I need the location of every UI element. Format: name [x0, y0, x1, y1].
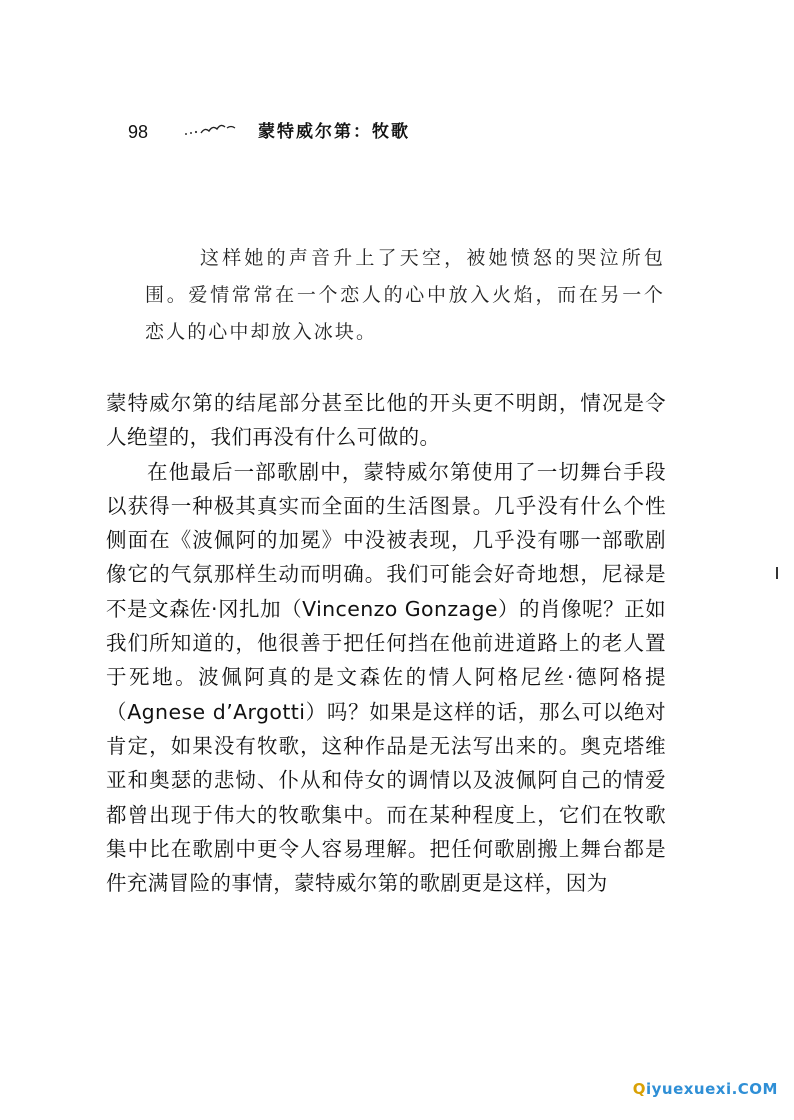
page-number: 98 — [128, 122, 149, 142]
watermark-lead: Q — [632, 1080, 646, 1098]
paragraph-2: 在他最后一部歌剧中，蒙特威尔第使用了一切舞台手段以获得一种极其真实而全面的生活图景。几乎没有什么个性侧面在《波佩阿的加冕》中没被表现，几乎没有哪一部歌剧像它的气氛那样生动而明确。我们可能会好奇地想，尼禄是不是文森佐·冈扎加（Vincenzo Gonzage）的肖像呢？正如我们所知道的，他很善于把任何挡在他前进道路上的老人置于死地。波佩阿真的是文森佐的情人阿格尼丝·德阿格提（Agnese d’Argotti）吗？如果是这样的话，那么可以绝对肯定，如果没有牧歌，这种作品是无法写出来的。奥克塔维亚和奥瑟的悲恸、仆从和侍女的调情以及波佩阿自己的情爱都曾出现于伟大的牧歌集中。而在某种程度上，它们在牧歌集中比在歌剧中更令人容易理解。把任何歌剧搬上舞台都是件充满冒险的事情，蒙特威尔第的歌剧更是这样，因为 — [106, 459, 666, 896]
running-title: 蒙特威尔第：牧歌 — [258, 122, 410, 142]
paragraph-1: 蒙特威尔第的结尾部分甚至比他的开头更不明朗，情况是令人绝望的，我们再没有什么可做的。 — [106, 391, 666, 450]
watermark — [633, 1080, 778, 1098]
watermark-text: iyuexuexi.COM — [645, 1080, 778, 1098]
body-text — [106, 386, 666, 900]
ornament-icon — [183, 122, 243, 138]
margin-mark — [776, 567, 778, 579]
page-header — [128, 120, 688, 144]
quote-text: 这样她的声音升上了天空，被她愤怒的哭泣所包围。爱情常常在一个恋人的心中放入火焰，而在另一个恋人的心中却放入冰块。 — [145, 247, 665, 343]
quote-block — [145, 240, 665, 351]
